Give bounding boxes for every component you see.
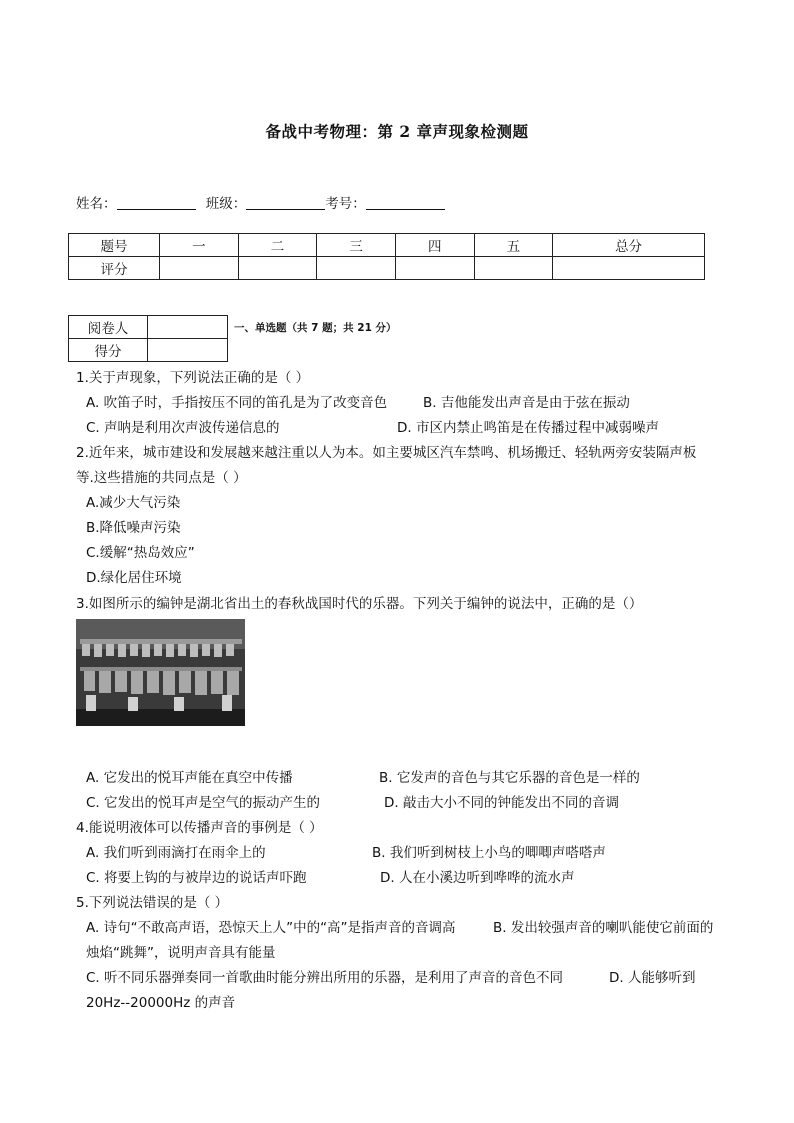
class-blank: [246, 195, 325, 210]
q1-stem: 1.关于声现象，下列说法正确的是（ ）: [76, 370, 310, 386]
score-header-cell: 总分: [553, 234, 705, 257]
score-table-score-row: [69, 257, 705, 280]
q1-option-b: B. 吉他能发出声音是由于弦在振动: [423, 395, 630, 411]
student-info-line: [76, 192, 445, 212]
score-cell: [160, 257, 239, 280]
score-cell: [395, 257, 474, 280]
q5-option-a: A. 诗句“不敢高声语，恐惊天上人”中的“高”是指声音的音调高: [86, 920, 456, 936]
q3-stem: 3.如图所示的编钟是湖北省出土的春秋战国时代的乐器。下列关于编钟的说法中，正确的是（）: [76, 596, 643, 612]
score-header-cell: 二: [238, 234, 317, 257]
q5-option-c: C. 听不同乐器弹奏同一首歌曲时能分辨出所用的乐器，是利用了声音的音色不同: [86, 970, 564, 986]
score-header-cell: 四: [395, 234, 474, 257]
grader-score-label: 得分: [69, 339, 148, 362]
bianzhong-photo: [76, 619, 245, 726]
score-table: [68, 233, 705, 280]
q2-option-a: A.减少大气污染: [86, 495, 181, 511]
name-blank: [117, 195, 196, 210]
q4-option-c: C. 将要上钩的与被岸边的说话声吓跑: [86, 870, 307, 886]
q1-option-d: D. 市区内禁止鸣笛是在传播过程中减弱噪声: [397, 420, 659, 436]
score-cell: [474, 257, 553, 280]
q2-option-b: B.降低噪声污染: [86, 520, 181, 536]
q3-option-a: A. 它发出的悦耳声能在真空中传播: [86, 770, 293, 786]
score-header-cell: 五: [474, 234, 553, 257]
q2-stem-line1: 2.近年来，城市建设和发展越来越注重以人为本。如主要城区汽车禁鸣、机场搬迁、轻轨两旁安装隔声板: [76, 445, 697, 461]
q1-option-a: A. 吹笛子时，手指按压不同的笛孔是为了改变音色: [86, 395, 388, 411]
q2-option-c: C.缓解“热岛效应”: [86, 545, 195, 561]
q3-option-c: C. 它发出的悦耳声是空气的振动产生的: [86, 795, 321, 811]
q5-option-d-continued: 20Hz--20000Hz 的声音: [86, 995, 236, 1011]
section-title: 一、单选题（共 7 题；共 21 分）: [234, 322, 397, 334]
q1-option-c: C. 声呐是利用次声波传递信息的: [86, 420, 280, 436]
score-row-label: 评分: [69, 257, 160, 280]
score-header-cell: 三: [317, 234, 396, 257]
q4-stem: 4.能说明液体可以传播声音的事例是（ ）: [76, 820, 323, 836]
score-header-cell: 题号: [69, 234, 160, 257]
q2-option-d: D.绿化居住环境: [86, 570, 182, 586]
page-title: 备战中考物理：第 2 章声现象检测题: [265, 122, 529, 141]
q3-option-d: D. 敲击大小不同的钟能发出不同的音调: [384, 795, 619, 811]
score-header-cell: 一: [160, 234, 239, 257]
q4-option-b: B. 我们听到树枝上小鸟的唧唧声嗒嗒声: [372, 845, 606, 861]
score-table-header-row: [69, 234, 705, 257]
score-cell: [317, 257, 396, 280]
q5-option-d: D. 人能够听到: [609, 970, 696, 986]
class-label: 班级：: [205, 196, 247, 212]
q5-stem: 5.下列说法错误的是（ ）: [76, 895, 229, 911]
grader-score-cell: [148, 339, 228, 362]
q4-option-a: A. 我们听到雨滴打在雨伞上的: [86, 845, 266, 861]
reviewer-cell: [148, 316, 228, 339]
q3-option-b: B. 它发声的音色与其它乐器的音色是一样的: [379, 770, 640, 786]
name-label: 姓名：: [76, 196, 117, 212]
q5-option-b: B. 发出较强声音的喇叭能使它前面的: [493, 920, 714, 936]
reviewer-label: 阅卷人: [69, 316, 148, 339]
score-cell: [553, 257, 705, 280]
exam-no-blank: [366, 195, 445, 210]
q5-option-b-continued: 烛焰“跳舞”，说明声音具有能量: [86, 945, 276, 961]
q2-stem-line2: 等.这些措施的共同点是（ ）: [76, 470, 247, 486]
exam-no-label: 考号：: [325, 196, 366, 212]
q4-option-d: D. 人在小溪边听到哗哗的流水声: [380, 870, 575, 886]
grader-table: [68, 315, 228, 362]
score-cell: [238, 257, 317, 280]
